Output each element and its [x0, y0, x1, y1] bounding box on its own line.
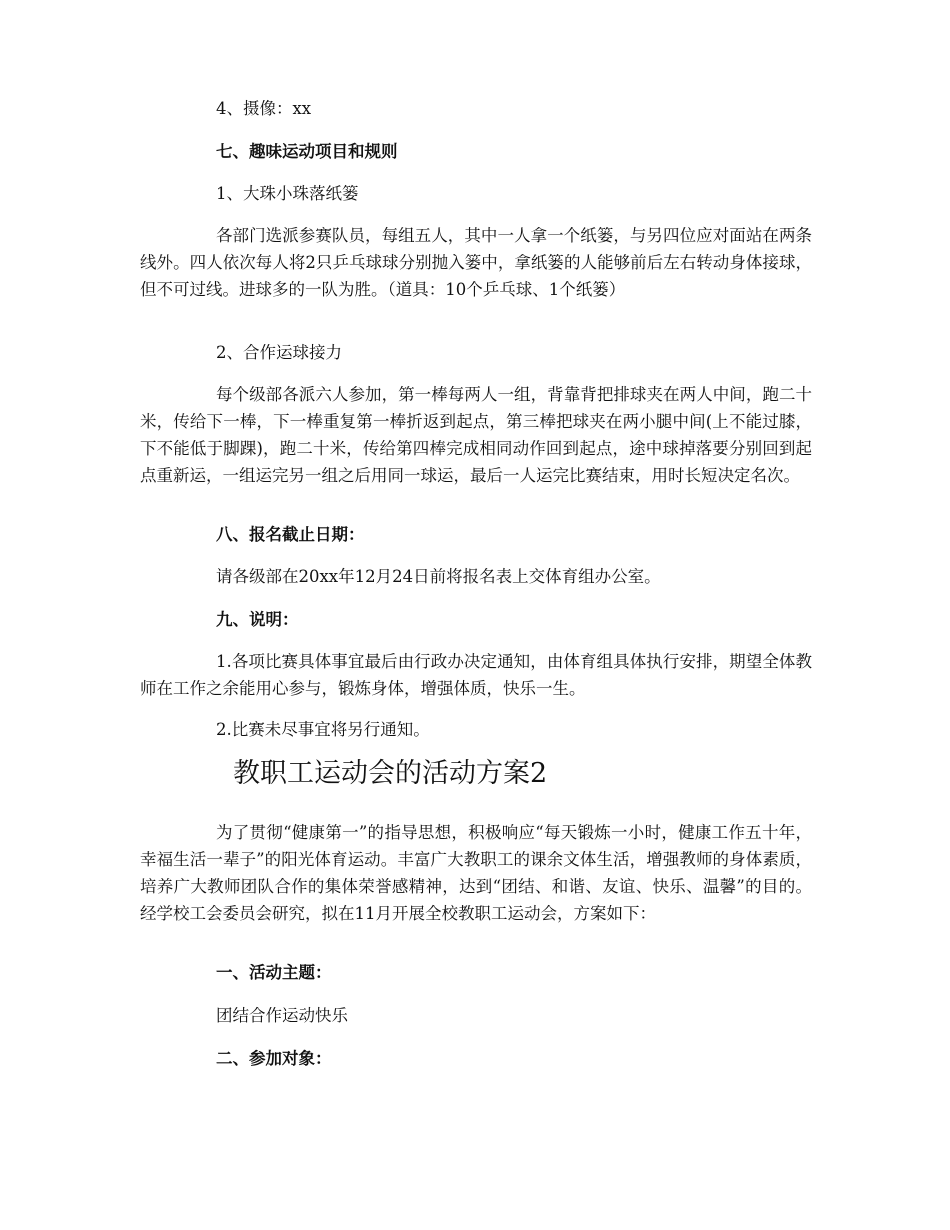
- section-heading-participants: 二、参加对象：: [216, 1049, 332, 1068]
- game-description-relay: 每个级部各派六人参加，第一棒每两人一组，背靠背把排球夹在两人中间，跑二十米，传给下一棒，下一棒重复第一棒折返到起点，第三棒把球夹在两小腿中间(上不能过膝，下不能低于脚踝)，跑二十米，传给第四棒完成相同动作回到起点，途中球掉落要分别回到起点重新运，一组运完另一组之后用同一球运，最后一人运完比赛结束，用时长短决定名次。: [140, 385, 812, 485]
- note-item-2: 2.比赛未尽事宜将另行通知。: [216, 720, 430, 739]
- theme-text: 团结合作运动快乐: [216, 1006, 348, 1025]
- game-title-relay: 2、合作运球接力: [216, 343, 342, 362]
- section-heading-notes: 九、说明：: [216, 610, 299, 629]
- section-heading-deadline: 八、报名截止日期：: [216, 525, 365, 544]
- deadline-text: 请各级部在20xx年12月24日前将报名表上交体育组办公室。: [216, 567, 661, 586]
- game-description-ball-basket: 各部门选派参赛队员，每组五人，其中一人拿一个纸篓，与另四位应对面站在两条线外。四人依次每人将2只乒乓球球分别抛入篓中，拿纸篓的人能够前后左右转动身体接球，但不可过线。进球多的一队为胜。（道具：10个乒乓球、1个纸篓）: [140, 226, 812, 299]
- section-heading-theme: 一、活动主题：: [216, 963, 332, 982]
- game-title-ball-basket: 1、大珠小珠落纸篓: [216, 184, 359, 203]
- section-heading-rules: 七、趣味运动项目和规则: [216, 142, 398, 161]
- staff-item-camera: 4、摄像：xx: [216, 99, 312, 118]
- document-title: 教职工运动会的活动方案2: [233, 758, 548, 789]
- note-item-1: 1.各项比赛具体事宜最后由行政办决定通知，由体育组具体执行安排，期望全体教师在工作之余能用心参与，锻炼身体，增强体质，快乐一生。: [140, 652, 812, 698]
- intro-paragraph: 为了贯彻“健康第一”的指导思想，积极响应“每天锻炼一小时，健康工作五十年，幸福生活一辈子”的阳光体育运动。丰富广大教职工的课余文体生活，增强教师的身体素质，培养广大教师团队合作的集体荣誉感精神，达到“团结、和谐、友谊、快乐、温馨”的目的。经学校工会委员会研究，拟在11月开展全校教职工运动会，方案如下：: [140, 823, 812, 923]
